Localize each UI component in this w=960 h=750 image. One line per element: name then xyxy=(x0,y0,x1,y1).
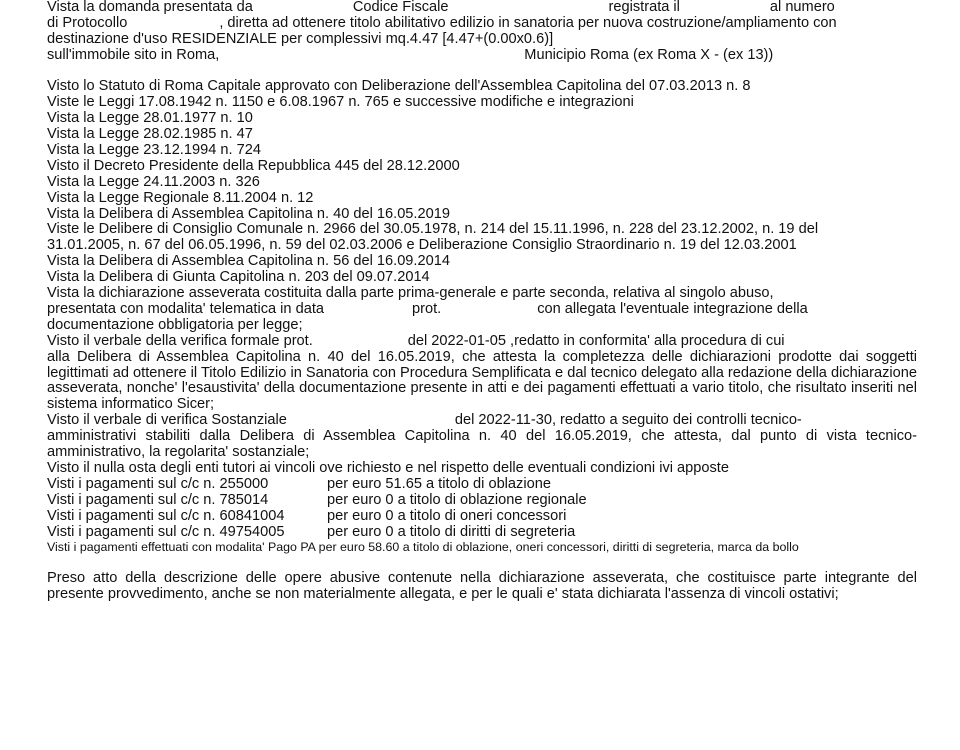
visto-line: Vista la Delibera di Giunta Capitolina n. 203 del 09.07.2014 xyxy=(47,269,430,286)
visto-line: Vista la Legge 24.11.2003 n. 326 xyxy=(47,173,260,190)
intro-text: sull'immobile sito in Roma, xyxy=(47,46,220,63)
verbale-formale-body: alla Delibera di Assemblea Capitolina n. 40 del 16.05.2019, che attesta la completezza delle dichiarazioni prodotte dai soggetti legittimati ad ottenere il Titolo Edilizio in Sanatoria con Procedura Semplificata e dal tecnico delegato alla redazione della dichiarazione asseverata, nonche' l'esaustivita' della documentazione presente in atti e dei pagamenti effettuati a vario titolo, che risultato inseriti nel sistema informatico Sicer; xyxy=(47,348,917,413)
intro-line-3: destinazione d'uso RESIDENZIALE per complessivi mq.4.47 [4.47+(0.00x0.6)] xyxy=(47,30,554,47)
verbale-text: del 2022-01-05 ,redatto in conformita' alla procedura di cui xyxy=(407,332,785,349)
intro-text: di Protocollo xyxy=(47,14,128,31)
pagamento-label: Visti i pagamenti sul c/c n. 255000 xyxy=(47,475,269,492)
verbale-text: Visto il verbale della verifica formale prot. xyxy=(47,332,313,349)
document-page xyxy=(47,0,917,603)
visto-line: Vista la Delibera di Assemblea Capitolina n. 40 del 16.05.2019 xyxy=(47,205,450,222)
verbale-text: del 2022-11-30, redatto a seguito dei controlli tecnico- xyxy=(454,412,802,429)
intro-paragraph xyxy=(47,0,917,64)
verbale-sostanziale-body: amministrativi stabiliti dalla Delibera di Assemblea Capitolina n. 40 del 16.05.2019, che attesta, dal punto di vista tecnico-amministrativo, la regolarita' sostanziale; xyxy=(47,428,917,461)
dichiarazione-text: con allegata l'eventuale integrazione della xyxy=(537,300,808,317)
pagamento-label: Visti i pagamenti sul c/c n. 785014 xyxy=(47,491,269,508)
dichiarazione-line-2 xyxy=(47,302,917,318)
dichiarazione-text: prot. xyxy=(412,300,442,317)
intro-text: Codice Fiscale xyxy=(352,0,449,15)
visto-line: Vista la Delibera di Assemblea Capitolina n. 56 del 16.09.2014 xyxy=(47,253,450,270)
verbale-formale-paragraph xyxy=(47,334,917,414)
pagamento-label: Visti i pagamenti sul c/c n. 60841004 xyxy=(47,507,285,524)
visto-line: Visto lo Statuto di Roma Capitale approvato con Deliberazione dell'Assemblea Capitolina del 07.03.2013 n. 8 xyxy=(47,78,751,95)
pagamenti-list xyxy=(47,477,917,541)
visto-line: Vista la Legge 28.01.1977 n. 10 xyxy=(47,110,253,127)
visto-line: Vista la Legge 23.12.1994 n. 724 xyxy=(47,142,261,159)
intro-text: al numero xyxy=(769,0,835,15)
nulla-osta-line: Visto il nulla osta degli enti tutori ai vincoli ove richiesto e nel rispetto delle eventuali condizioni ivi apposte xyxy=(47,459,729,476)
intro-text: Municipio Roma (ex Roma X - (ex 13)) xyxy=(524,46,774,63)
pago-pa-line: Visti i pagamenti effettuati con modalita' Pago PA per euro 58.60 a titolo di oblazione, oneri concessori, diritti di segreteria, marca da bollo xyxy=(47,540,799,555)
pagamento-row xyxy=(47,509,917,525)
pagamento-desc: per euro 0 a titolo di diritti di segreteria xyxy=(327,523,576,540)
visto-line: Viste le Leggi 17.08.1942 n. 1150 e 6.08.1967 n. 765 e successive modifiche e integrazioni xyxy=(47,94,634,111)
intro-line-4 xyxy=(47,48,917,64)
intro-text: , diretta ad ottenere titolo abilitativo edilizio in sanatoria per nuova costruzione/ampliamento con xyxy=(219,14,837,31)
pagamento-row xyxy=(47,493,917,509)
pagamento-row xyxy=(47,477,917,493)
intro-text: registrata il xyxy=(608,0,680,15)
visto-line: Visto il Decreto Presidente della Repubblica 445 del 28.12.2000 xyxy=(47,157,460,174)
pagamento-desc: per euro 0 a titolo di oblazione regionale xyxy=(327,491,587,508)
verbale-sostanziale-paragraph xyxy=(47,413,917,461)
verbale-text: Visto il verbale di verifica Sostanziale xyxy=(47,412,287,429)
pagamento-desc: per euro 51.65 a titolo di oblazione xyxy=(327,475,551,492)
visto-line: Vista la Legge Regionale 8.11.2004 n. 12 xyxy=(47,189,314,206)
dichiarazione-line-3: documentazione obbligatoria per legge; xyxy=(47,316,303,333)
preso-atto-paragraph: Preso atto della descrizione delle opere abusive contenute nella dichiarazione asseverata, che costituisce parte integrante del presente provvedimento, anche se non materialmente allegata, e per le quali e' stata dichiarata l'assenza di vincoli ostativi; xyxy=(47,570,917,603)
intro-line-2 xyxy=(47,16,917,32)
dichiarazione-paragraph xyxy=(47,286,917,334)
pagamento-label: Visti i pagamenti sul c/c n. 49754005 xyxy=(47,523,285,540)
dichiarazione-text: presentata con modalita' telematica in data xyxy=(47,300,324,317)
intro-line-1 xyxy=(47,0,917,16)
pagamento-row xyxy=(47,525,917,541)
delibere-consiglio-paragraph: Viste le Delibere di Consiglio Comunale n. 2966 del 30.05.1978, n. 214 del 15.11.1996, n. 228 del 23.12.2002, n. 19 del 31.01.2005, n. 67 del 06.05.1996, n. 59 del 02.03.2006 e Deliberazione Consiglio Straordinario n. 19 del 12.03.2001 xyxy=(47,221,819,254)
intro-text: Vista la domanda presentata da xyxy=(47,0,253,15)
verbale-formale-line-1 xyxy=(47,334,917,350)
verbale-sostanziale-line-1 xyxy=(47,413,917,429)
pagamento-desc: per euro 0 a titolo di oneri concessori xyxy=(327,507,567,524)
dichiarazione-line-1: Vista la dichiarazione asseverata costituita dalla parte prima-generale e parte seconda, relativa al singolo abuso, xyxy=(47,285,774,302)
visto-line: Vista la Legge 28.02.1985 n. 47 xyxy=(47,126,253,143)
